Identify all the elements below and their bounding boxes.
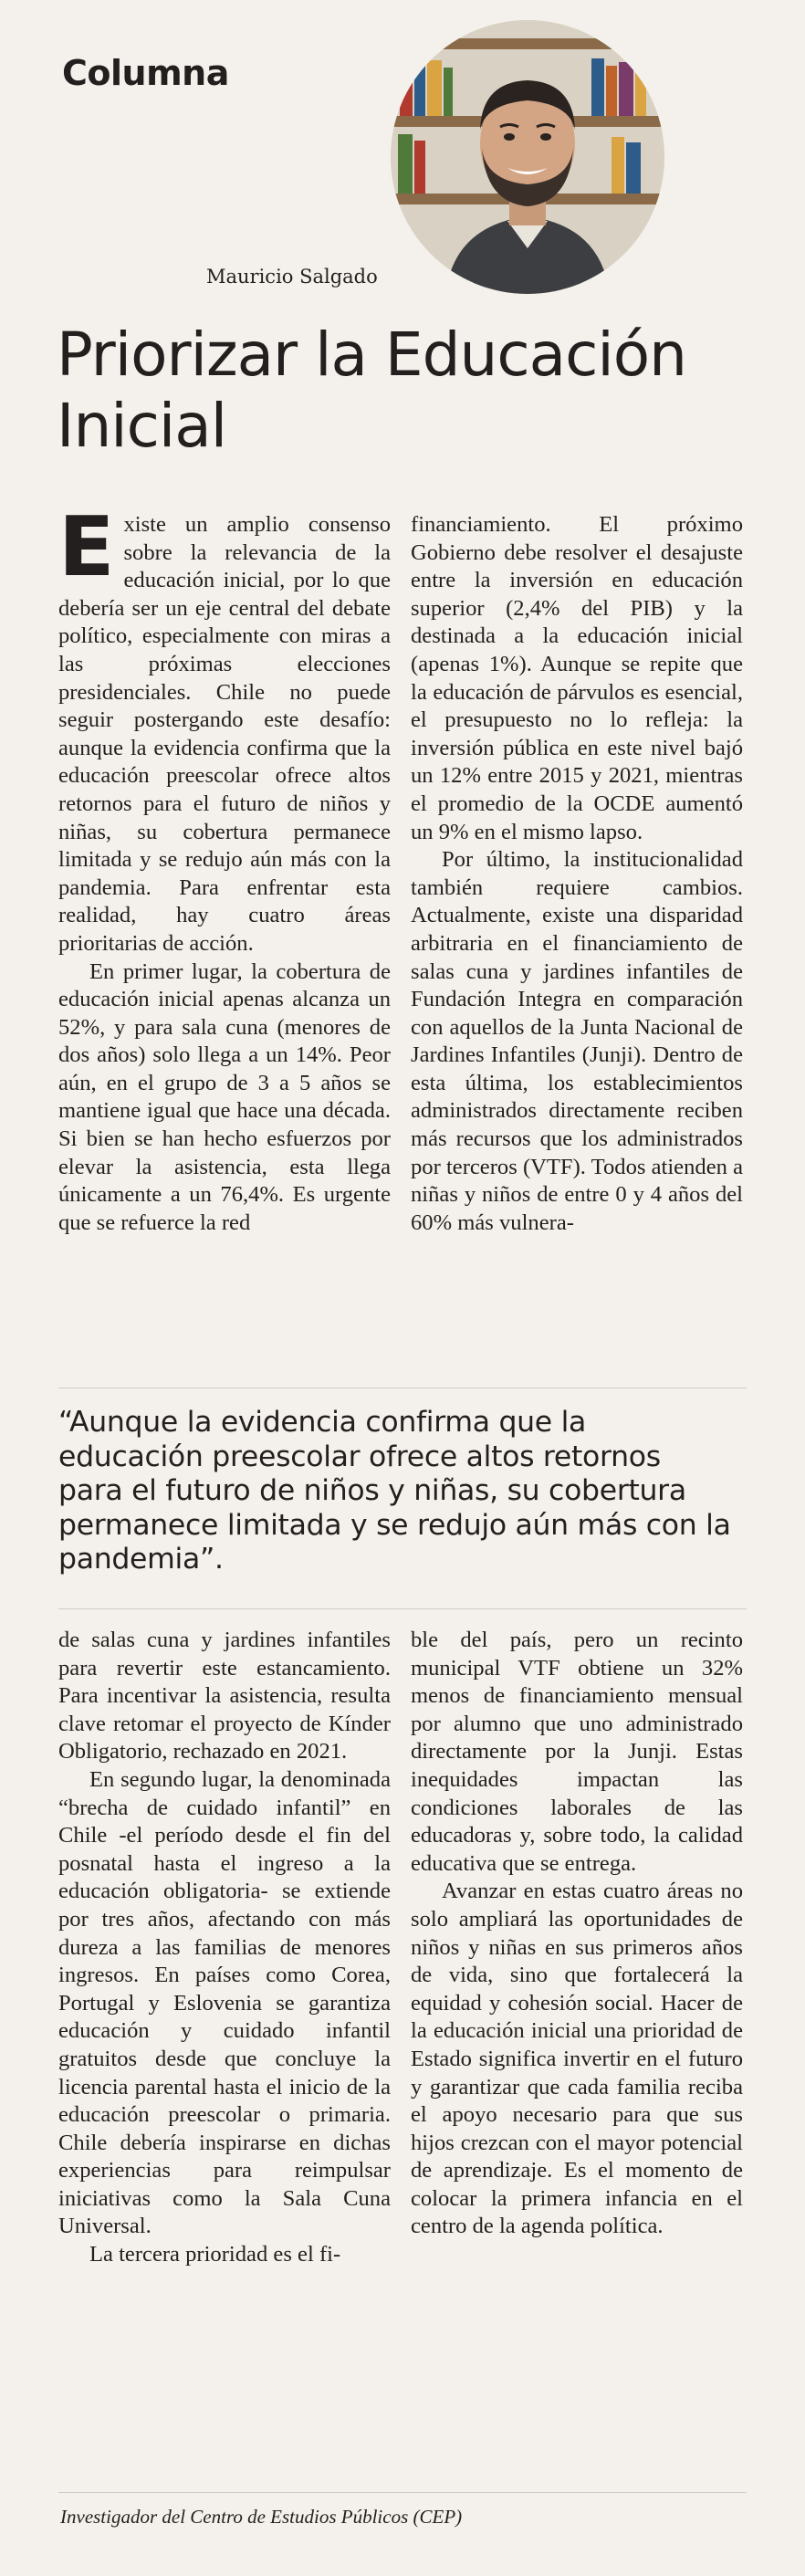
footer-divider xyxy=(58,2492,747,2493)
paragraph-intro: Existe un amplio consenso sobre la relevancia de la educación inicial, por lo que debería ser un eje central del debate político, especialmente con miras a las próximas elecciones presidenciales. Chile no puede seguir postergando este desafío: aunque la evidencia confirma que la educación preescolar ofrece altos retornos para el futuro de niños y niñas, su cobertura permanece limitada y se redujo aún más con la pandemia. Para enfrentar esta realidad, hay cuatro áreas prioritarias de acción. xyxy=(58,499,391,956)
article-title: Priorizar la Educación Inicial xyxy=(57,319,686,461)
paragraph: financiamiento. El próximo Gobierno debe resolver el desajuste entre la inversión en educación superior (2,4% del PIB) y la destinada a la educación inicial (apenas 1%). Aunque se repite que la educación de párvulos es esencial, el presupuesto no lo refleja: la inversión pública en este nivel bajó un 12% entre 2015 y 2021, mientras el promedio de la OCDE aumentó un 9% en el mismo lapso. xyxy=(411,512,743,844)
paragraph: En segundo lugar, la denominada “brecha de cuidado infantil” en Chile -el período desde el fin del posnatal hasta el ingreso a la educación obligatoria- se extiende por tres años, afectando con más dureza a las familias de menores ingresos. En países como Corea, Portugal y Eslovenia se garantiza educación y cuidado infantil gratuitos desde que concluye la licencia parental hasta el inicio de la educación preescolar o primaria. Chile debería inspirarse en dichas experiencias para reimpulsar iniciativas como la Sala Cuna Universal. xyxy=(58,1766,391,2239)
pull-quote: “Aunque la evidencia confirma que la educación preescolar ofrece altos retornos para el futuro de niños y niñas, su cobertura permanece limitada y se redujo aún más con la pandemia”. xyxy=(58,1406,731,1576)
paragraph: ble del país, pero un recinto municipal VTF obtiene un 32% menos de financiamiento mensual por alumno que uno administrado directamente por la Junji. Estas inequidades impactan las condiciones laborales de las educadoras y, sobre todo, la calidad educativa que se entrega. xyxy=(411,1628,743,1876)
quote-divider-bottom xyxy=(58,1608,747,1609)
author-byline: Mauricio Salgado xyxy=(206,266,378,288)
quote-divider-top xyxy=(58,1387,747,1388)
author-photo xyxy=(391,20,664,294)
section-label: Columna xyxy=(62,53,229,93)
paragraph: de salas cuna y jardines infantiles para revertir este estancamiento. Para incentivar la asistencia, resulta clave retomar el proyecto de Kínder Obligatorio, rechazado en 2021. xyxy=(58,1628,391,1764)
paragraph: Avanzar en estas cuatro áreas no solo ampliará las oportunidades de niños y niñas en sus primeros años de vida, sino que fortalecerá la equidad y cohesión social. Hacer de la educación inicial una prioridad de Estado significa invertir en el futuro y garantizar que cada familia reciba el apoyo necesario para que sus hijos crezcan con el mayor potencial de aprendizaje. Es el momento de colocar la primera infancia en el centro de la agenda política. xyxy=(411,1879,743,2239)
column-1-bottom xyxy=(58,1627,391,2269)
column-2-bottom xyxy=(411,1627,743,2241)
drop-cap: E xyxy=(58,499,115,595)
author-portrait-image xyxy=(391,20,664,294)
column-1-top xyxy=(58,499,391,1237)
paragraph: En primer lugar, la cobertura de educación inicial apenas alcanza un 52%, y para sala cuna (menores de dos años) solo llega a un 14%. Peor aún, en el grupo de 3 a 5 años se mantiene igual que hace una década. Si bien se han hecho esfuerzos por elevar la asistencia, esta llega únicamente a un 76,4%. Es urgente que se refuerce la red xyxy=(58,958,391,1235)
author-credit: Investigador del Centro de Estudios Públicos (CEP) xyxy=(60,2506,463,2528)
paragraph: La tercera prioridad es el fi- xyxy=(89,2242,341,2267)
paragraph: Por último, la institucionalidad también requiere cambios. Actualmente, existe una disparidad arbitraria en el financiamiento de salas cuna y jardines infantiles de Fundación Integra en comparación con aquellos de la Junta Nacional de Jardines Infantiles (Junji). Dentro de esta última, los establecimientos administrados directamente reciben más recursos que los administrados por terceros (VTF). Todos atienden a niñas y niños de entre 0 y 4 años del 60% más vulnera- xyxy=(411,847,743,1235)
column-2-top xyxy=(411,511,743,1237)
